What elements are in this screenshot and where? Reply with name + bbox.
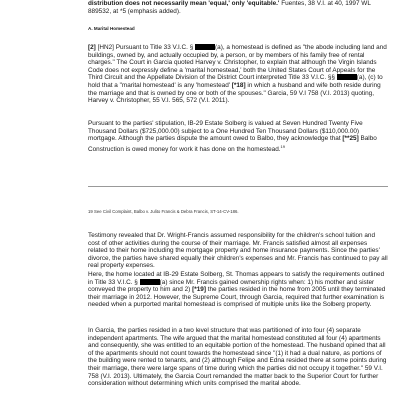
pin-marker-2: [2] xyxy=(88,44,96,51)
quote-bold: distribution does not necessarily mean 'equal,' only 'equitable.' xyxy=(88,0,280,7)
quote-fragment xyxy=(88,0,388,15)
page-pin: [*18] xyxy=(231,81,246,89)
footnote-19: 19 See Civil Complaint, Balbo v. Julito Francis & Debra Francis, ST-14-CV-186. xyxy=(88,209,239,214)
text-run: (a) since Mr. Francis gained ownership rights when: 1) his mother and sister conveyed the property to him and 2) xyxy=(88,278,375,294)
paragraph-home-location xyxy=(88,271,388,309)
section-heading-block xyxy=(88,26,388,32)
text-run: (a), a homestead is defined as "the abode including land and buildings, owned by, and actually occupied by, a person, or by members of his family free of rental charges." The Court in Garcia quoted Harvey v. Christopher, to explain that although the Virgin Islands Code does not expressly define a 'marital homestead,' both the United States Court of Appeals for the Third Circuit and the Appellate Division of the District Court interpreted Title 33 V.I.C. §§ xyxy=(88,44,387,82)
text-run: Balbo Construction is owed money for work it has done on the homestead. xyxy=(88,135,377,153)
redaction-box xyxy=(140,279,160,285)
text-run: in which a husband and wife both reside during the marriage and that is owned by one or both of the spouses." Garcia, 59 V.I 758 (V.I. 2013) quoting, Harvey v. Christopher, 55 V.I. 565, 572 (V.I. 2011). xyxy=(88,81,381,105)
redaction-box xyxy=(337,74,357,80)
footnote-divider xyxy=(88,186,388,187)
paragraph-garcia xyxy=(88,327,388,388)
text-run: Testimony revealed that Dr. Wright-Francis assumed responsibility for the children's school tuition and cost of other activities during the course of their marriage. Mr. Francis satisfied almost all expenses related to their home including the mortgage property and home insurance payments. Since the parties' divorce, the parties have shared equally their children's expenses and Mr. Francis has continued to pay all real property expenses. xyxy=(88,232,388,270)
page-pin: [**25] xyxy=(342,135,359,143)
paragraph-testimony xyxy=(88,232,388,270)
text-run: Here, the home located at IB-29 Estate Solberg, St. Thomas appears to satisfy the requirements outlined in Title 33 V.I.C. § xyxy=(88,271,385,286)
redaction-box xyxy=(195,44,215,50)
text-run: the parties resided in the home from 2005 until they terminated their marriage in 2012. However, the Supreme Court, through Garcia, required that further examination is needed when a purported marital homestead is comprised of multiple units like the Solberg property. xyxy=(88,286,386,309)
text-run: In Garcia, the parties resided in a two level structure that was partitioned of into four (4) separate independent apartments. The wife argued that the marital homestead constituted all four (4) apartments and consequently, she was entitled to an equitable portion of the homestead. The husband opined that all of the apartments should not count towards the homestead since "(1) it had a dual nature, as portions of the building were rented to tenants, and (2) although Felipe and Edna resided there at some points during their marriage, there were large spans of time during which the parties did not occupy it together." 59 V.I. 758 (V.I. 2013). Ultimately, the Garcia Court remanded the matter back to the Superior Court for further consideration without determining which units comprised the marital abode. xyxy=(88,327,387,388)
text-run: Pursuant to the parties' stipulation, IB-29 Estate Solberg is valued at Seven Hundred Twenty Five Thousand Dollars ($725,000.00) subject to a One Hundred Ten Thousand Dollars ($110,000.00) mortgage. Although the parties dispute the amount owed to Balbo, they acknowledge that xyxy=(88,120,363,143)
quote-citation: Fuentes, 38 V.I. at 40, 1997 WL 889532, at *5 (emphasis added). xyxy=(88,0,371,15)
footnote-ref: 19 xyxy=(280,143,285,149)
paragraph-homestead-definition xyxy=(88,44,388,105)
section-heading: A. Marital Homestead xyxy=(88,26,135,31)
page-pin: [*19] xyxy=(192,286,206,294)
paragraph-stipulation xyxy=(88,120,388,154)
text-run: (a), (c) to hold that a "marital homestead' is any 'homestead' xyxy=(88,74,383,89)
text-run: [HN2] Pursuant to Title 33 V.I.C. § xyxy=(95,44,196,51)
